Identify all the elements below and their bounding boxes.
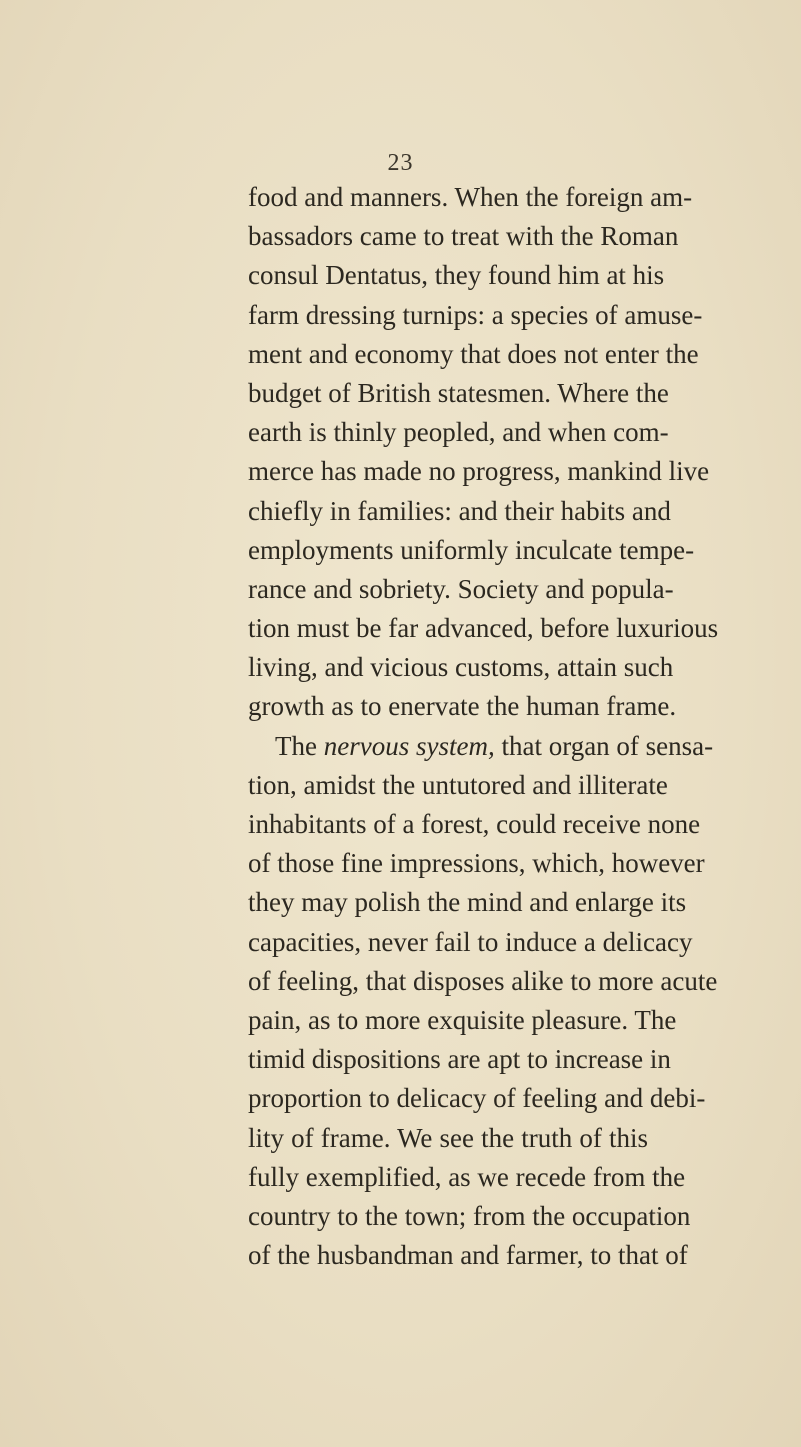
- text-line: lity of frame. We see the truth of this: [248, 1122, 648, 1153]
- text-line: budget of British statesmen. Where the: [248, 377, 669, 408]
- page-number: 23: [387, 150, 414, 176]
- text-line: tion, amidst the untutored and illiterate: [248, 769, 668, 800]
- text-line: inhabitants of a forest, could receive none: [248, 809, 701, 839]
- italic-term: nervous system,: [323, 730, 495, 761]
- text-line: they may polish the mind and enlarge its: [248, 887, 687, 918]
- text-line: consul Dentatus, they found him at his: [248, 260, 665, 291]
- text-line: tion must be far advanced, before luxurious: [248, 613, 719, 644]
- text-line: capacities, never fail to induce a delicacy: [248, 926, 693, 957]
- text-line: proportion to delicacy of feeling and debi-: [248, 1083, 706, 1114]
- text-line: of feeling, that disposes alike to more acute: [248, 965, 718, 996]
- text-line: merce has made no progress, mankind live: [248, 456, 710, 487]
- text-line: timid dispositions are apt to increase in: [248, 1044, 671, 1075]
- text-line: of those fine impressions, which, however: [248, 848, 705, 879]
- text-line: ment and economy that does not enter the: [248, 338, 699, 369]
- text-line: living, and vicious customs, attain such: [248, 652, 674, 683]
- text-span: that organ of sensa-: [494, 730, 714, 761]
- text-line: of the husbandman and farmer, to that of: [248, 1240, 688, 1271]
- text-line: chiefly in families: and their habits and: [248, 495, 671, 526]
- text-line: farm dressing turnips: a species of amuse-: [248, 299, 703, 330]
- text-line: bassadors came to treat with the Roman: [248, 221, 679, 252]
- paragraph-first-line: [248, 727, 714, 766]
- text-line: country to the town; from the occupation: [248, 1200, 691, 1231]
- text-line: employments uniformly inculcate tempe-: [248, 534, 695, 565]
- text-line: growth as to enervate the human frame.: [248, 691, 677, 722]
- text-line: rance and sobriety. Society and popula-: [248, 573, 674, 604]
- text-line: fully exemplified, as we recede from the: [248, 1161, 686, 1192]
- text-line: earth is thinly peopled, and when com-: [248, 417, 669, 448]
- body-text: [248, 178, 719, 1275]
- text-line: food and manners. When the foreign am-: [248, 182, 693, 212]
- text-span: The: [275, 730, 324, 761]
- text-line: pain, as to more exquisite pleasure. The: [248, 1004, 677, 1035]
